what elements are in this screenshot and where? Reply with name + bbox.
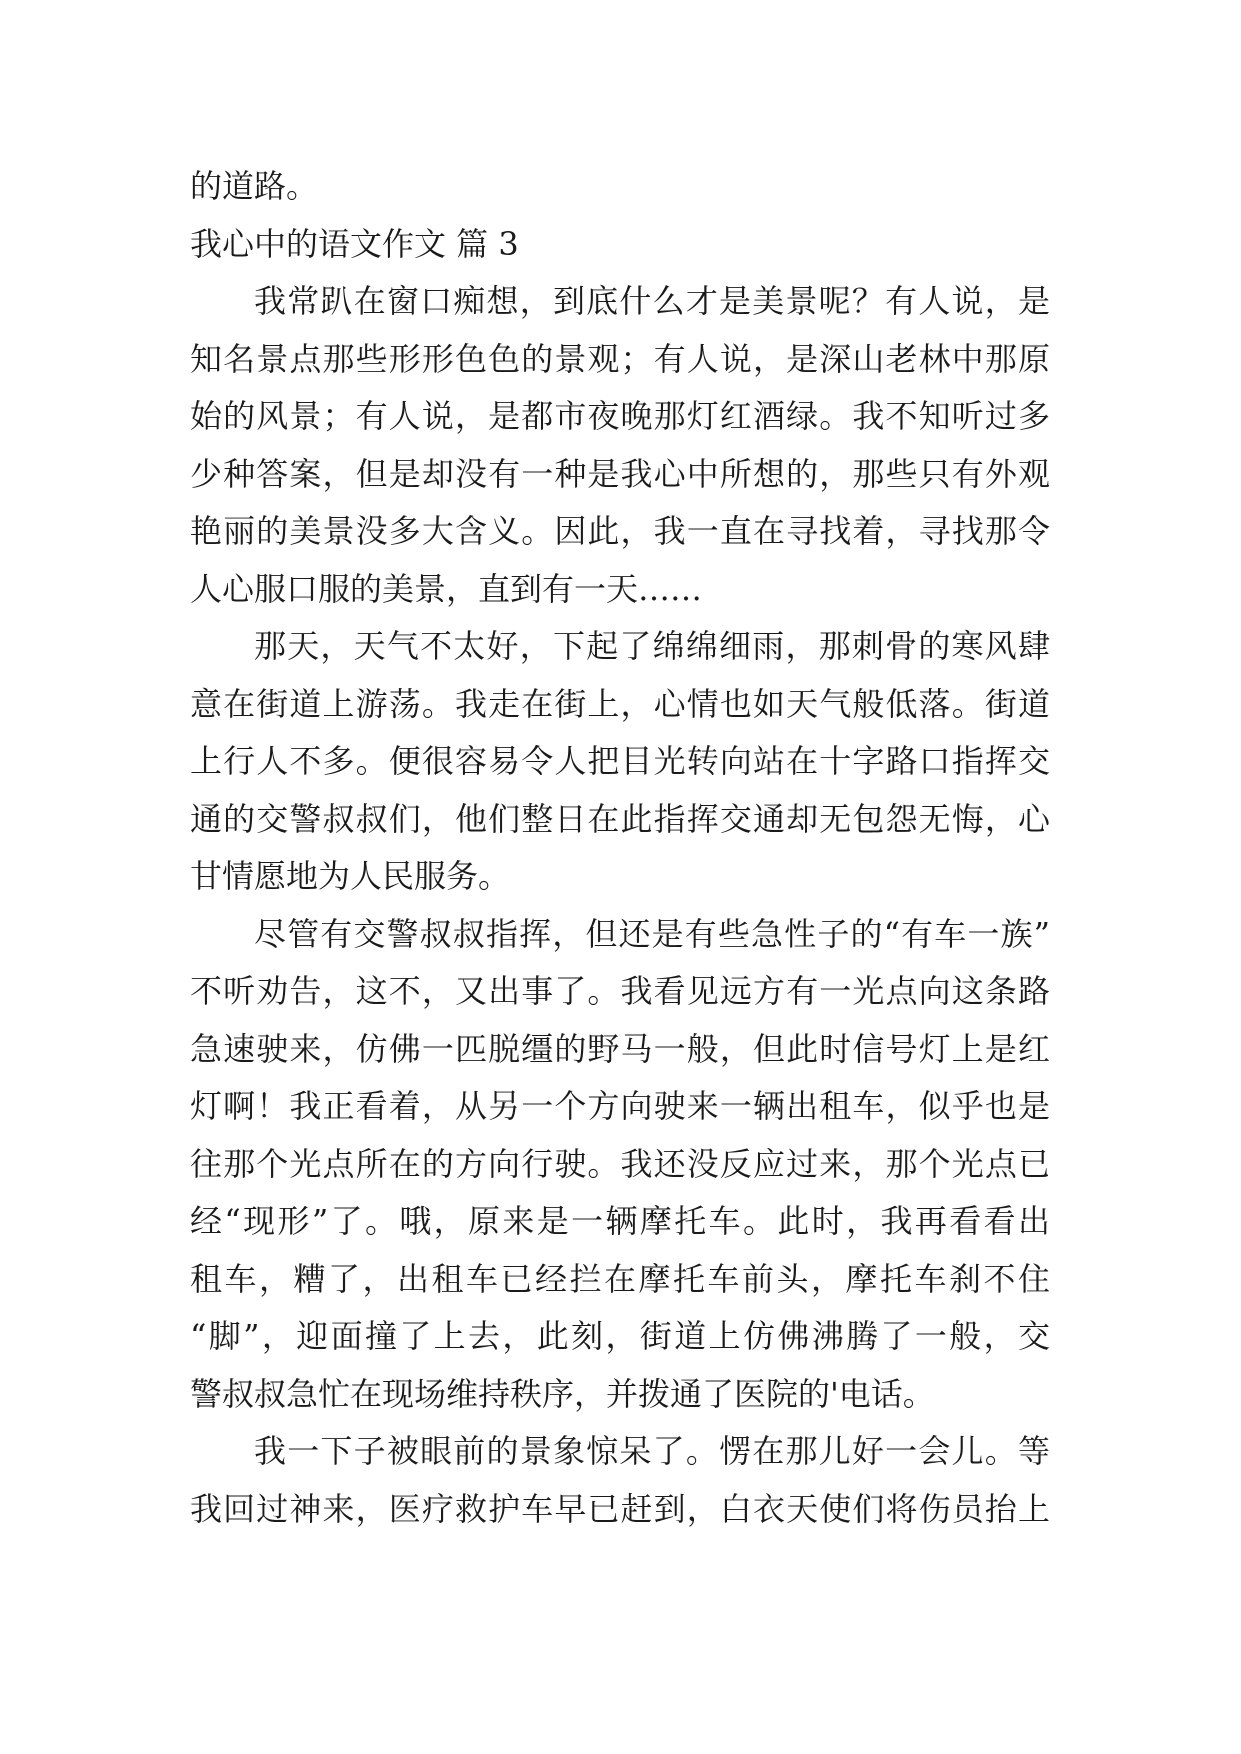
text-line: 我常趴在窗口痴想，到底什么才是美景呢？有人说，是 [254, 282, 1050, 320]
text-line: 艳丽的美景没多大含义。因此，我一直在寻找着，寻找那令 [190, 512, 1050, 550]
text-line: 我回过神来，医疗救护车早已赶到，白衣天使们将伤员抬上 [190, 1489, 1050, 1528]
text-line: 始的风景；有人说，是都市夜晚那灯红酒绿。我不知听过多 [190, 397, 1050, 435]
document-page [190, 158, 1050, 1538]
text-line: 的道路。 [190, 167, 319, 205]
section-heading: 我心中的语文作文 篇 3 [190, 224, 519, 263]
text-line: 人心服口服的美景，直到有一天…… [190, 569, 703, 608]
text-line: 租车，糟了，出租车已经拦在摩托车前头，摩托车刹不住 [190, 1259, 1050, 1298]
text-line: 急速驶来，仿佛一匹脱缰的野马一般，但此时信号灯上是红 [190, 1029, 1050, 1068]
text-line: 意在街道上游荡。我走在街上，心情也如天气般低落。街道 [190, 684, 1050, 723]
text-line: 甘情愿地为人民服务。 [190, 857, 511, 895]
text-line: 上行人不多。便很容易令人把目光转向站在十字路口指挥交 [190, 742, 1050, 780]
text-line: 我一下子被眼前的景象惊呆了。愣在那儿好一会儿。等 [254, 1432, 1050, 1470]
text-line: 不听劝告，这不，又出事了。我看见远方有一光点向这条路 [190, 972, 1050, 1010]
text-line: 灯啊！我正看着，从另一个方向驶来一辆出租车，似乎也是 [190, 1087, 1050, 1125]
text-line: 通的交警叔叔们，他们整日在此指挥交通却无包怨无悔，心 [190, 799, 1050, 838]
text-line: 警叔叔急忙在现场维持秩序，并拨通了医院的'电话。 [190, 1374, 935, 1413]
text-line: 知名景点那些形形色色的景观；有人说，是深山老林中那原 [190, 339, 1050, 378]
text-line: 那天，天气不太好，下起了绵绵细雨，那刺骨的寒风肆 [254, 627, 1050, 665]
text-line: 少种答案，但是却没有一种是我心中所想的，那些只有外观 [190, 454, 1050, 493]
text-line: “脚”，迎面撞了上去，此刻，街道上仿佛沸腾了一般，交 [190, 1317, 1050, 1355]
text-line: 经“现形”了。哦，原来是一辆摩托车。此时，我再看看出 [190, 1202, 1050, 1240]
text-line: 尽管有交警叔叔指挥，但还是有些急性子的“有车一族” [254, 914, 1050, 953]
text-line: 往那个光点所在的方向行驶。我还没反应过来，那个光点已 [190, 1144, 1050, 1183]
